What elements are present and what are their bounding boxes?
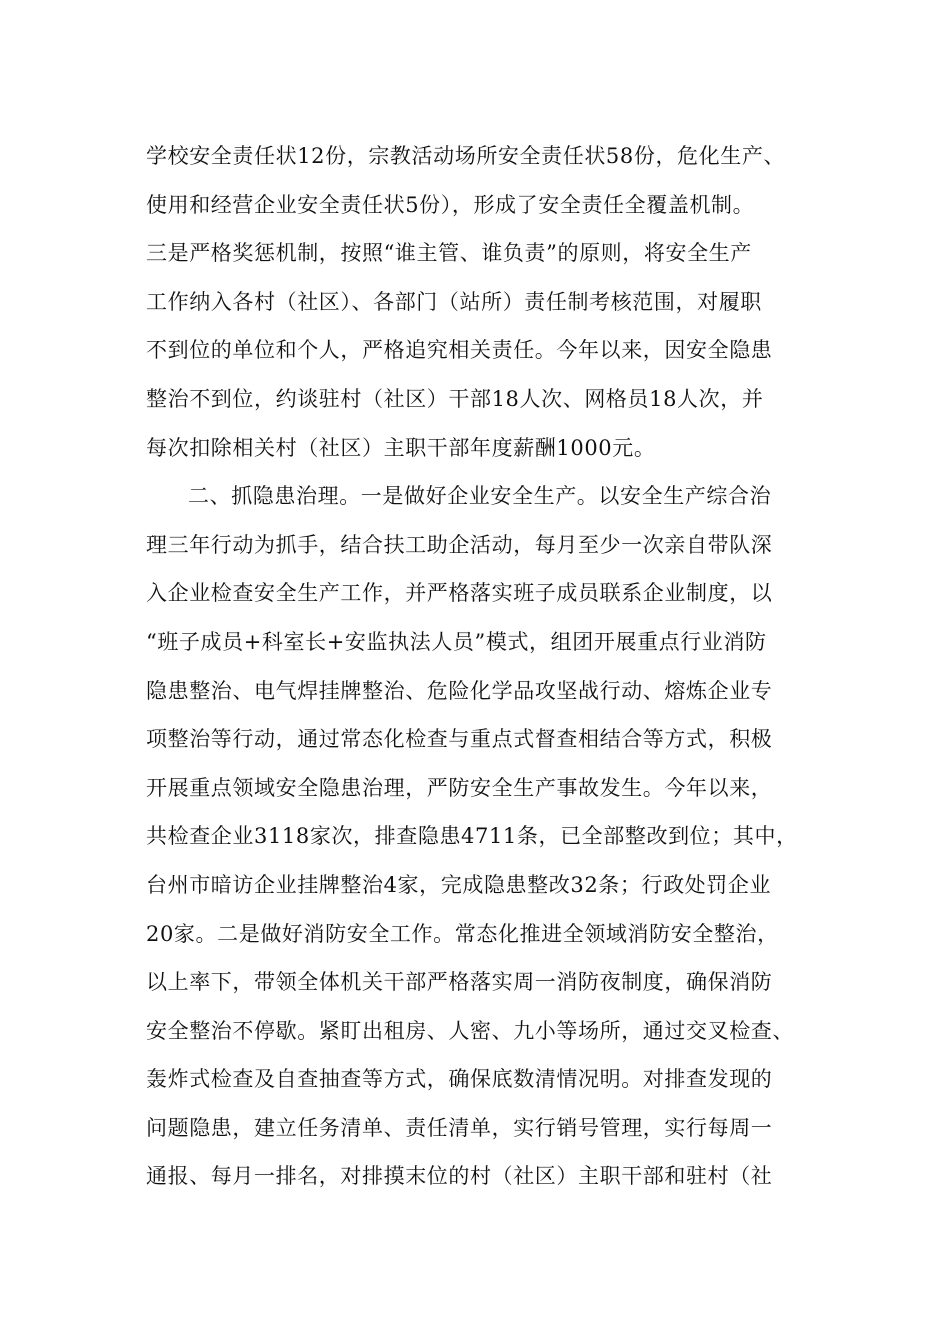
text-line: 20家。二是做好消防安全工作。常态化推进全领域消防安全整治， [146,921,779,946]
text-line: 理三年行动为抓手，结合扶工助企活动，每月至少一次亲自带队深 [146,532,773,557]
text-line: 不到位的单位和个人，严格追究相关责任。今年以来，因安全隐患 [146,338,773,363]
text-line: 使用和经营企业安全责任状5份），形成了安全责任全覆盖机制。 [146,192,755,217]
text-line: 项整治等行动，通过常态化检查与重点式督查相结合等方式，积极 [146,727,773,752]
text-line: 入企业检查安全生产工作，并严格落实班子成员联系企业制度，以 [146,581,773,606]
text-line: 共检查企业3118家次，排查隐患4711条，已全部整改到位；其中， [146,824,798,849]
text-line: 开展重点领域安全隐患治理，严防安全生产事故发生。今年以来， [146,775,773,800]
text-line: 台州市暗访企业挂牌整治4家，完成隐患整改32条；行政处罚企业 [146,872,772,897]
text-line: 学校安全责任状12份，宗教活动场所安全责任状58份，危化生产、 [146,144,786,168]
text-line: 工作纳入各村（社区）、各部门（站所）责任制考核范围，对履职 [146,289,762,314]
text-line: 三是严格奖惩机制，按照“谁主管、谁负责”的原则，将安全生产 [146,241,752,266]
text-line: 轰炸式检查及自查抽查等方式，确保底数清情况明。对排查发现的 [146,1067,773,1092]
body-text [146,132,806,1201]
paragraph-start-line: 二、抓隐患治理。一是做好企业安全生产。以安全生产综合治 [188,484,772,509]
text-line: “班子成员+科室长+安监执法人员”模式，组团开展重点行业消防 [146,629,767,654]
text-line: 整治不到位，约谈驻村（社区）干部18人次、网格员18人次，并 [146,386,764,411]
text-line: 安全整治不停歇。紧盯出租房、人密、九小等场所，通过交叉检查、 [146,1018,794,1043]
text-line: 问题隐患，建立任务清单、责任清单，实行销号管理，实行每周一 [146,1115,773,1140]
text-line: 以上率下，带领全体机关干部严格落实周一消防夜制度，确保消防 [146,970,773,995]
text-line: 通报、每月一排名，对排摸末位的村（社区）主职干部和驻村（社 [146,1164,773,1189]
text-line: 隐患整治、电气焊挂牌整治、危险化学品攻坚战行动、熔炼企业专 [146,678,773,703]
text-line: 每次扣除相关村（社区）主职干部年度薪酬1000元。 [146,435,656,460]
